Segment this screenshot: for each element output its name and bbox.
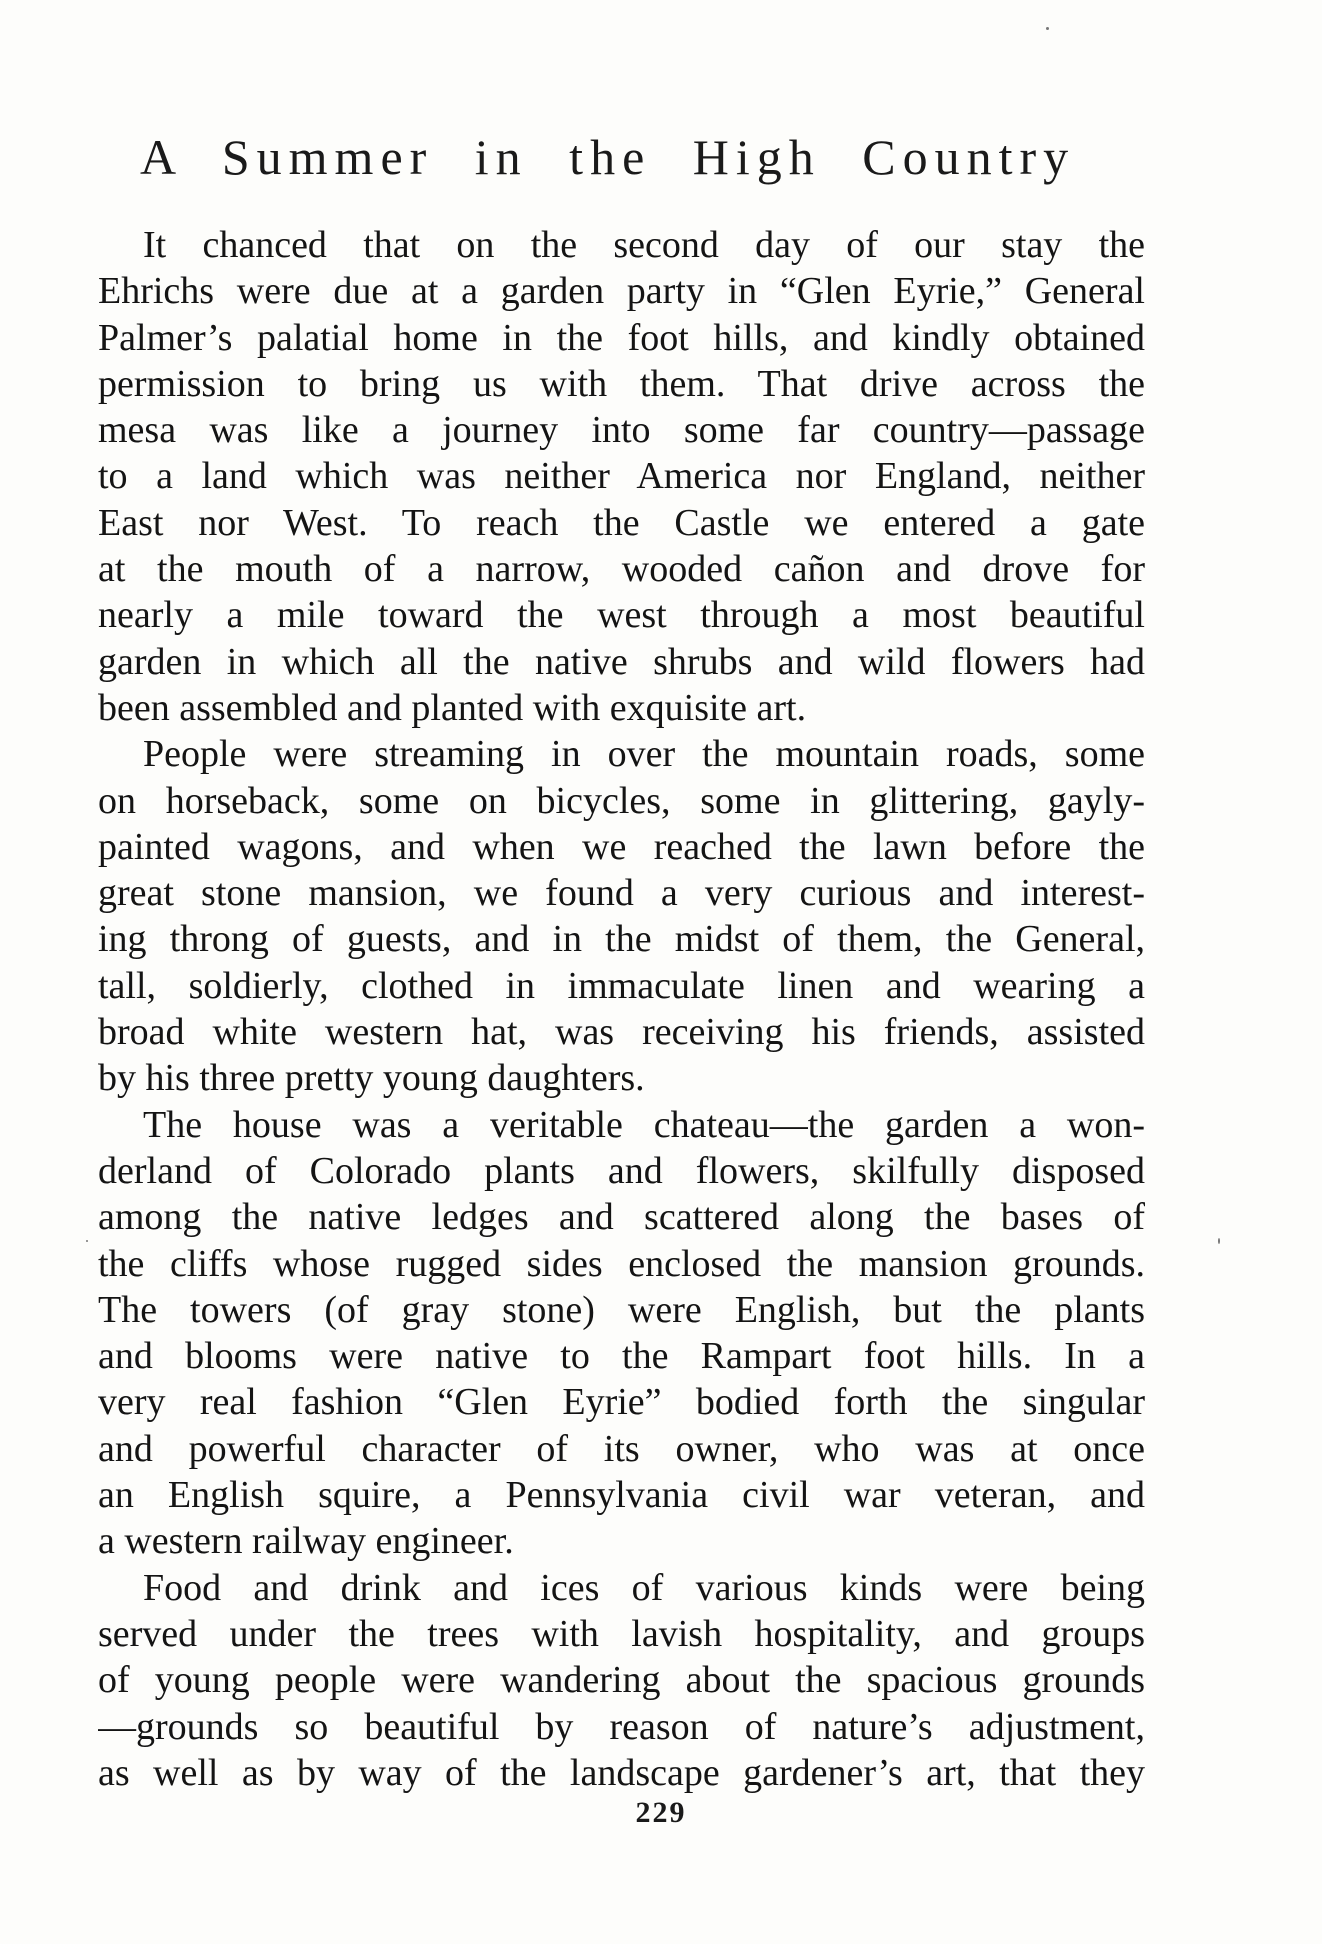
text-line: It chanced that on the second day of our stay the bbox=[143, 224, 1145, 266]
text-line: derland of Colorado plants and flowers, skilfully disposed bbox=[98, 1149, 1145, 1192]
text-line: served under the trees with lavish hospitality, and groups bbox=[98, 1612, 1145, 1655]
text-line: and blooms were native to the Rampart foot hills. In a bbox=[98, 1335, 1145, 1378]
text-line: on horseback, some on bicycles, some in glittering, gayly- bbox=[98, 779, 1145, 822]
text-line: as well as by way of the landscape gardener’s art, that they bbox=[98, 1751, 1145, 1794]
text-line: —grounds so beautiful by reason of nature’s adjustment, bbox=[98, 1705, 1145, 1748]
text-line: garden in which all the native shrubs and wild flowers had bbox=[98, 640, 1145, 683]
text-line: a western railway engineer. bbox=[98, 1520, 514, 1563]
text-line: permission to bring us with them. That drive across the bbox=[98, 362, 1145, 405]
text-line: to a land which was neither America nor England, neither bbox=[98, 455, 1145, 498]
text-line: and powerful character of its owner, who was at once bbox=[98, 1427, 1145, 1470]
text-line: mesa was like a journey into some far country—passage bbox=[98, 409, 1145, 452]
text-line: East nor West. To reach the Castle we entered a gate bbox=[98, 501, 1145, 544]
text-line: at the mouth of a narrow, wooded cañon and drove for bbox=[98, 548, 1145, 591]
text-line: very real fashion “Glen Eyrie” bodied forth the singular bbox=[98, 1381, 1145, 1424]
text-line: tall, soldierly, clothed in immaculate linen and wearing a bbox=[98, 964, 1145, 1007]
text-line: ing throng of guests, and in the midst of them, the General, bbox=[98, 918, 1145, 961]
running-head: A Summer in the High Country bbox=[140, 129, 1076, 185]
text-line: People were streaming in over the mountain roads, some bbox=[143, 733, 1145, 776]
page-number: 229 bbox=[635, 1796, 687, 1829]
text-line: nearly a mile toward the west through a most beautiful bbox=[98, 594, 1145, 637]
body-text bbox=[98, 222, 1145, 1796]
text-line: Ehrichs were due at a garden party in “Glen Eyrie,” General bbox=[98, 270, 1145, 313]
text-line: painted wagons, and when we reached the lawn before the bbox=[98, 825, 1145, 868]
text-line: an English squire, a Pennsylvania civil war veteran, and bbox=[98, 1474, 1145, 1517]
text-line: Palmer’s palatial home in the foot hills, and kindly obtained bbox=[98, 316, 1145, 359]
text-line: among the native ledges and scattered along the bases of bbox=[98, 1196, 1145, 1239]
text-line: by his three pretty young daughters. bbox=[98, 1057, 645, 1100]
scan-speck bbox=[1046, 27, 1049, 30]
text-line: of young people were wandering about the spacious grounds bbox=[98, 1659, 1145, 1702]
text-line: The towers (of gray stone) were English, but the plants bbox=[98, 1288, 1145, 1331]
text-line: The house was a veritable chateau—the garden a won- bbox=[143, 1103, 1145, 1146]
text-line: been assembled and planted with exquisite art. bbox=[98, 686, 807, 729]
text-line: great stone mansion, we found a very curious and interest- bbox=[98, 872, 1145, 915]
scan-speck bbox=[1218, 1238, 1220, 1244]
text-line: Food and drink and ices of various kinds were being bbox=[143, 1566, 1145, 1609]
text-line: the cliffs whose rugged sides enclosed the mansion grounds. bbox=[98, 1242, 1145, 1285]
scan-speck bbox=[86, 1240, 88, 1242]
text-line: broad white western hat, was receiving his friends, assisted bbox=[98, 1011, 1145, 1054]
